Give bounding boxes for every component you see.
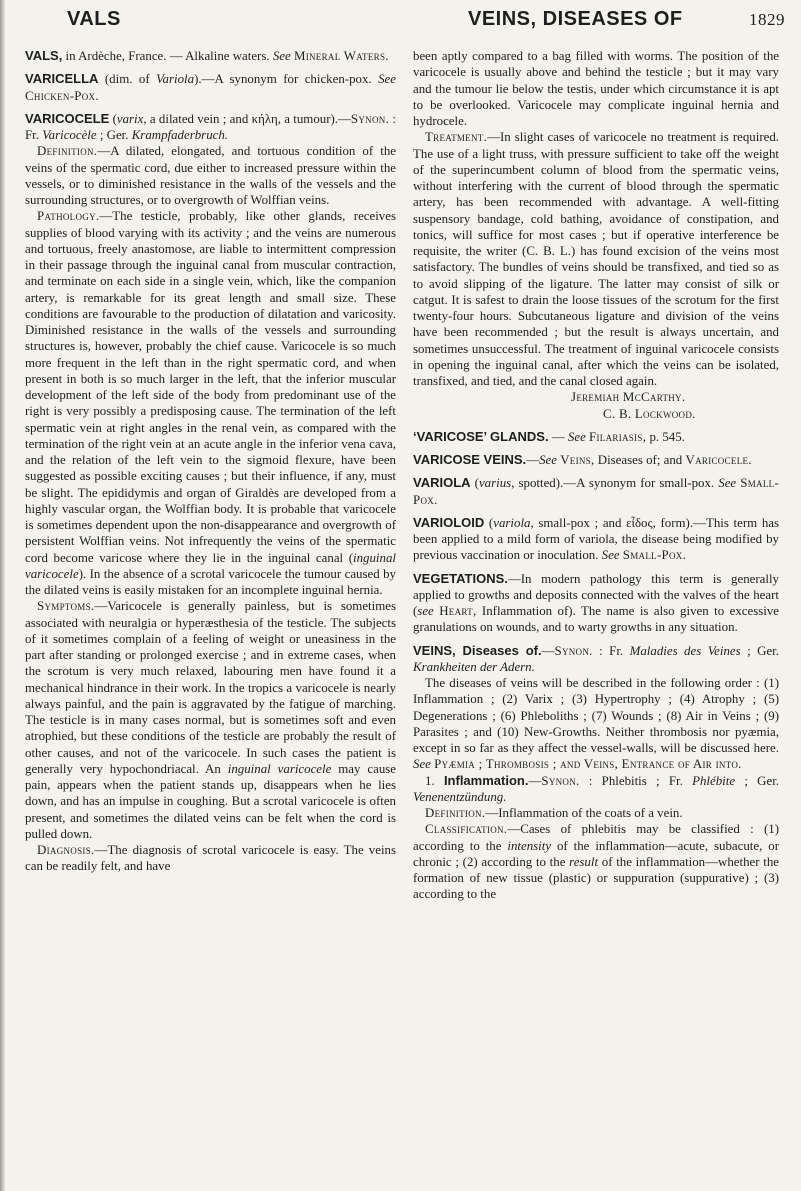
cross-reference: Small-Pox. (622, 548, 687, 563)
section-label: Treatment. (425, 130, 488, 145)
headword: VEINS, Diseases of. (413, 642, 542, 658)
pathology-paragraph: Pathology.—The testicle, probably, like other glands, receives supplies of blood varying with its activity ; and the veins are numerous and tortuous, freely anastomose, are liable to intermittent compression in their passage through the inguinal canal from muscular contraction, and terminate on each side in a single vein, which, like the companion artery, is remarkable for its great length and small size. These conditions are favourable to the production of dilatation and varicosity. Diminished resistance in the walls of the vessels and surrounding structures is, however, probably the chief cause. Varicocele is so much more frequent in the left than in the right spermatic cord, and when present in both is so much larger in the left, that the inferior muscular development of the left side of the body from predominant use of the right is very possibly a predisposing cause. The termination of the left spermatic vein at right angles in the renal vein, as compared with the termination of the right vein at an acute angle in the inferior vena cava, and the relation of the left vein to the sigmoid flexure, have been suggested as possible exciting causes ; but their influence, if any, must be slight. The epididymis and organ of Giraldès are developed from a highly vascular organ, the Wolffian body. It is probable that varicocele is sometimes dependent upon the non-disappearance and overgrowth of persistent Wolffian veins. Not infrequently the veins of the spermatic cord become varicose where they lie in the inguinal canal (inguinal varicocele). In the absence of a scrotal varicocele the tumour caused by the dilated veins is easily mistaken for an incomplete inguinal hernia. (25, 209, 396, 597)
headword: VARICOCELE (25, 110, 110, 126)
headword: VARICOSE VEINS. (413, 452, 527, 467)
section-label: Symptoms. (37, 599, 95, 614)
cross-reference: Mineral Waters. (293, 49, 389, 63)
headword: VARIOLA (413, 475, 471, 491)
author-signature: Jeremiah McCarthy. (571, 390, 686, 405)
inflammation-definition: Definition.—Inflammation of the coats of a vein. (425, 806, 683, 820)
cross-reference: Varicocele. (685, 453, 752, 467)
running-head-center: VEINS, DISEASES OF (468, 8, 683, 30)
section-label: Diagnosis. (37, 843, 95, 857)
page-number: 1829 (749, 10, 785, 29)
entry-variola: VARIOLA (varius, spotted).—A synonym for small-pox. See Small-Pox. (413, 475, 780, 507)
entry-vals: VALS, in Ardèche, France. — Alkaline waters. See Mineral Waters. (25, 48, 389, 63)
section-label: Definition. (425, 806, 486, 820)
entry-veins-diseases: VEINS, Diseases of.—Synon. : Fr. Maladies des Veines ; Ger. Krankheiten der Adern. (413, 642, 779, 674)
section-label: Classification. (425, 822, 508, 837)
cross-reference: Heart, (439, 604, 477, 618)
entry-varicose-veins: VARICOSE VEINS.—See Veins, Diseases of; and Varicocele. (413, 452, 752, 467)
section-label: Definition. (37, 144, 98, 159)
entry-varicella: VARICELLA (dim. of Variola).—A synonym for chicken-pox. See Chicken-Pox. (25, 71, 396, 103)
continued-paragraph: been aptly compared to a bag filled with worms. The position of the varicocele is usually above and behind the testicle ; but it may vary and the tumour lie below the testis, under which circumstance it is apt to be overlooked. Varicocele may complicate inguinal hernia and hydrocele. (413, 49, 779, 128)
right-column (413, 48, 779, 903)
definition-paragraph: Definition.—A dilated, elongated, and tortuous condition of the veins of the spermatic cord, due either to increased pressure within the vessels, or to diminished resistance in the walls of the vessels and the surrounding structures, or to overgrowth of Wolffian veins. (25, 144, 396, 207)
subheadword: Inflammation. (443, 772, 529, 788)
cross-reference: Small-Pox. (413, 476, 780, 507)
headword: VARIOLOID (413, 514, 485, 530)
entry-vegetations: VEGETATIONS.—In modern pathology this term is generally applied to growths and deposits connected with the valves of the heart (see Heart, Inflammation of). The name is also given to excessive granulations on wounds, and to warty growths in any situation. (413, 570, 779, 635)
headword: VEGETATIONS. (413, 570, 508, 586)
veins-overview-paragraph: The diseases of veins will be described in the following order : (1) Inflammation ; (2) Varix ; (3) Hypertrophy ; (4) Atrophy ; (5) Degenerations ; (6) Phleboliths ; (7) Wounds ; (8) Air in Veins ; (9) Parasites ; and (10) New-Growths. Neither thrombosis nor pyæmia, except in so far as they affect the vessel-walls, will be discussed here. See Pyæmia ; Thrombosis ; and Veins, Entrance of Air into. (413, 676, 779, 772)
cross-reference: Pyæmia ; Thrombosis ; and Veins, Entrance of Air into. (434, 757, 742, 772)
page-binding-edge (0, 0, 5, 1191)
entry-varicose-glands: ‘VARICOSE’ GLANDS. — See Filariasis, p. 545. (413, 428, 685, 444)
author-signature: C. B. Lockwood. (603, 406, 696, 421)
entry-varioloid: VARIOLOID (variola, small-pox ; and εἶδος, form).—This term has been applied to a mild form of variola, the disease being modified by previous vaccination or inoculation. See Small-Pox. (413, 514, 780, 563)
left-column (25, 48, 396, 875)
headword: VALS, (25, 48, 63, 63)
cross-reference: Filariasis, (589, 429, 647, 444)
headword: ‘VARICOSE’ GLANDS. (413, 428, 549, 444)
entry-varicocele: VARICOCELE (varix, a dilated vein ; and κήλη, a tumour).—Synon. : Fr. Varicocèle ; Ger. Krampfaderbruch. (25, 110, 396, 142)
section-label: Pathology. (37, 209, 100, 224)
subsection-inflammation: 1. Inflammation.—Synon. : Phlebitis ; Fr. Phlébite ; Ger. Venenentzündung. (413, 772, 779, 804)
cross-reference: Chicken-Pox. (25, 88, 99, 103)
diagnosis-paragraph: Diagnosis.—The diagnosis of scrotal varicocele is easy. The veins can be readily felt, and have (25, 843, 396, 874)
headword: VARICELLA (25, 71, 99, 87)
treatment-paragraph: Treatment.—In slight cases of varicocele no treatment is required. The use of a light truss, with pressure sufficient to take off the weight of the superincumbent column of blood from the spermatic veins, without interfering with the current of blood through the spermatic artery, has been recommended with advantage. A well-fitting suspensory bandage, cold bathing, avoidance of constipation, and tonics, will suffice for most cases ; but if operative interference be requisite, the writer (C. B. L.) has found excision of the veins most satisfactory. The bundles of veins should be transfixed, and tied so as to avoid slipping of the ligature. The latter may consist of silk or catgut. It is safest to drain the loose tissues of the scrotum for the first twenty-four hours. Subcutaneous ligature and division of the veins have been recommended ; but the result is always uncertain, and sometimes unsuccessful. The treatment of inguinal varicocele consists in opening the inguinal canal, after which the veins can be isolated, transfixed, and tied, and the canal closed again. (413, 130, 779, 388)
symptoms-paragraph: Symptoms.—Varicocele is generally painless, but is sometimes associated with neuralgia or hyperæsthesia of the testicle. The subjects of it sometimes complain of a feeling of weight or uneasiness in the part after standing or prolonged exercise ; and in extreme cases, when the scrotum is very much relaxed, labouring men have found it a mechanical hindrance in their work. In the tropics a varicocele is nearly always painful, and the pain is aggravated by the fatigue of marching. The testicle is in many cases normal, but is sometimes soft and even atrophied, but these conditions of the testicle are probably the result of other causes, and not of the varicocele. In such cases the patient is generally very hypochondriacal. An inguinal varicocele may cause pain, appears when the patient stands up, disappears when he lies down, and has an impulse in coughing. But a scrotal varicocele is often present, and sometimes the dilated veins can be felt when the cord is pulled down. (25, 599, 397, 841)
cross-reference: Veins, (560, 453, 595, 467)
running-head-left: VALS (67, 8, 121, 30)
classification-paragraph: Classification.—Cases of phlebitis may be classified : (1) according to the intensity of the inflammation—acute, subacute, or chronic ; (2) according to the result of the inflammation—whether the formation of new tissue (plastic) or suppuration (suppurative) ; (3) according to the (413, 822, 779, 902)
